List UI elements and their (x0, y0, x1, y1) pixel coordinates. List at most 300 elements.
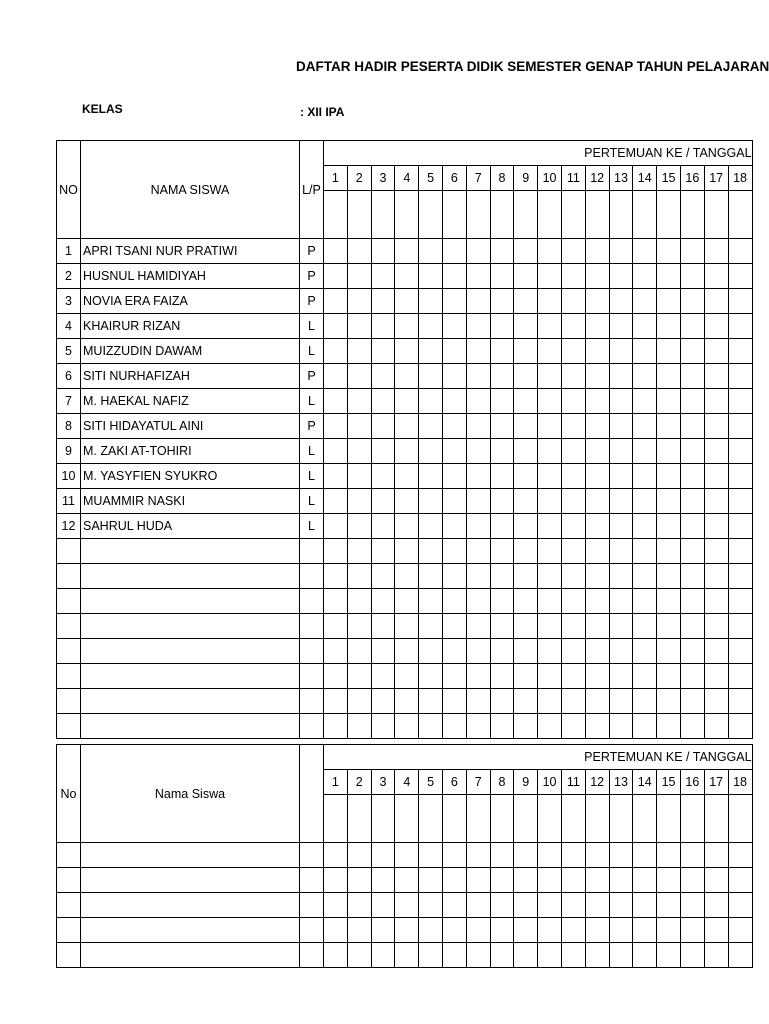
attendance-cell[interactable] (514, 439, 538, 464)
attendance-cell[interactable] (395, 868, 419, 893)
attendance-cell[interactable] (442, 664, 466, 689)
attendance-cell[interactable] (585, 843, 609, 868)
attendance-cell[interactable] (371, 918, 395, 943)
attendance-cell[interactable] (585, 414, 609, 439)
attendance-cell[interactable] (680, 614, 704, 639)
attendance-cell[interactable] (514, 239, 538, 264)
attendance-cell[interactable] (419, 439, 443, 464)
attendance-cell[interactable] (633, 893, 657, 918)
attendance-cell[interactable] (347, 918, 371, 943)
attendance-cell[interactable] (728, 664, 752, 689)
meeting-date-cell[interactable] (633, 795, 657, 843)
meeting-date-cell[interactable] (419, 191, 443, 239)
attendance-cell[interactable] (609, 868, 633, 893)
attendance-cell[interactable] (347, 564, 371, 589)
attendance-cell[interactable] (442, 364, 466, 389)
attendance-cell[interactable] (538, 614, 562, 639)
attendance-cell[interactable] (728, 339, 752, 364)
attendance-cell[interactable] (704, 614, 728, 639)
attendance-cell[interactable] (347, 264, 371, 289)
meeting-date-cell[interactable] (490, 191, 514, 239)
attendance-cell[interactable] (466, 239, 490, 264)
attendance-cell[interactable] (442, 389, 466, 414)
attendance-cell[interactable] (609, 589, 633, 614)
meeting-date-cell[interactable] (442, 191, 466, 239)
attendance-cell[interactable] (538, 918, 562, 943)
attendance-cell[interactable] (728, 489, 752, 514)
attendance-cell[interactable] (704, 664, 728, 689)
attendance-cell[interactable] (371, 414, 395, 439)
attendance-cell[interactable] (561, 289, 585, 314)
attendance-cell[interactable] (419, 589, 443, 614)
attendance-cell[interactable] (704, 843, 728, 868)
attendance-cell[interactable] (680, 589, 704, 614)
attendance-cell[interactable] (490, 239, 514, 264)
attendance-cell[interactable] (657, 589, 681, 614)
attendance-cell[interactable] (371, 389, 395, 414)
attendance-cell[interactable] (680, 264, 704, 289)
attendance-cell[interactable] (466, 893, 490, 918)
attendance-cell[interactable] (490, 364, 514, 389)
attendance-cell[interactable] (609, 289, 633, 314)
attendance-cell[interactable] (371, 664, 395, 689)
attendance-cell[interactable] (538, 339, 562, 364)
attendance-cell[interactable] (419, 564, 443, 589)
attendance-cell[interactable] (514, 843, 538, 868)
attendance-cell[interactable] (324, 589, 348, 614)
attendance-cell[interactable] (514, 639, 538, 664)
attendance-cell[interactable] (680, 489, 704, 514)
attendance-cell[interactable] (466, 314, 490, 339)
attendance-cell[interactable] (538, 489, 562, 514)
attendance-cell[interactable] (561, 239, 585, 264)
attendance-cell[interactable] (728, 843, 752, 868)
attendance-cell[interactable] (347, 414, 371, 439)
attendance-cell[interactable] (538, 893, 562, 918)
attendance-cell[interactable] (633, 439, 657, 464)
attendance-cell[interactable] (561, 689, 585, 714)
attendance-cell[interactable] (704, 918, 728, 943)
attendance-cell[interactable] (419, 918, 443, 943)
attendance-cell[interactable] (633, 589, 657, 614)
attendance-cell[interactable] (704, 414, 728, 439)
attendance-cell[interactable] (633, 489, 657, 514)
attendance-cell[interactable] (561, 893, 585, 918)
meeting-date-cell[interactable] (728, 795, 752, 843)
attendance-cell[interactable] (466, 943, 490, 968)
attendance-cell[interactable] (419, 868, 443, 893)
attendance-cell[interactable] (347, 689, 371, 714)
attendance-cell[interactable] (585, 589, 609, 614)
attendance-cell[interactable] (395, 664, 419, 689)
attendance-cell[interactable] (324, 639, 348, 664)
attendance-cell[interactable] (633, 614, 657, 639)
attendance-cell[interactable] (538, 868, 562, 893)
attendance-cell[interactable] (704, 264, 728, 289)
attendance-cell[interactable] (514, 264, 538, 289)
attendance-cell[interactable] (680, 414, 704, 439)
attendance-cell[interactable] (680, 239, 704, 264)
attendance-cell[interactable] (585, 868, 609, 893)
meeting-date-cell[interactable] (657, 795, 681, 843)
attendance-cell[interactable] (657, 664, 681, 689)
attendance-cell[interactable] (680, 639, 704, 664)
attendance-cell[interactable] (680, 289, 704, 314)
meeting-date-cell[interactable] (728, 191, 752, 239)
attendance-cell[interactable] (466, 664, 490, 689)
meeting-date-cell[interactable] (585, 191, 609, 239)
attendance-cell[interactable] (704, 639, 728, 664)
attendance-cell[interactable] (466, 589, 490, 614)
attendance-cell[interactable] (466, 464, 490, 489)
attendance-cell[interactable] (585, 564, 609, 589)
attendance-cell[interactable] (442, 893, 466, 918)
attendance-cell[interactable] (490, 464, 514, 489)
attendance-cell[interactable] (680, 868, 704, 893)
attendance-cell[interactable] (395, 918, 419, 943)
attendance-cell[interactable] (419, 714, 443, 739)
attendance-cell[interactable] (442, 414, 466, 439)
attendance-cell[interactable] (585, 489, 609, 514)
attendance-cell[interactable] (657, 439, 681, 464)
attendance-cell[interactable] (633, 539, 657, 564)
attendance-cell[interactable] (728, 239, 752, 264)
attendance-cell[interactable] (395, 264, 419, 289)
attendance-cell[interactable] (466, 364, 490, 389)
attendance-cell[interactable] (704, 314, 728, 339)
attendance-cell[interactable] (680, 539, 704, 564)
attendance-cell[interactable] (324, 893, 348, 918)
attendance-cell[interactable] (657, 614, 681, 639)
attendance-cell[interactable] (609, 689, 633, 714)
attendance-cell[interactable] (514, 589, 538, 614)
attendance-cell[interactable] (395, 489, 419, 514)
attendance-cell[interactable] (633, 714, 657, 739)
attendance-cell[interactable] (538, 564, 562, 589)
attendance-cell[interactable] (561, 389, 585, 414)
attendance-cell[interactable] (466, 489, 490, 514)
attendance-cell[interactable] (633, 918, 657, 943)
attendance-cell[interactable] (347, 439, 371, 464)
attendance-cell[interactable] (728, 389, 752, 414)
attendance-cell[interactable] (657, 918, 681, 943)
attendance-cell[interactable] (609, 614, 633, 639)
attendance-cell[interactable] (538, 464, 562, 489)
attendance-cell[interactable] (371, 314, 395, 339)
attendance-cell[interactable] (395, 439, 419, 464)
attendance-cell[interactable] (561, 614, 585, 639)
attendance-cell[interactable] (347, 464, 371, 489)
attendance-cell[interactable] (490, 439, 514, 464)
attendance-cell[interactable] (538, 364, 562, 389)
attendance-cell[interactable] (442, 589, 466, 614)
meeting-date-cell[interactable] (538, 795, 562, 843)
attendance-cell[interactable] (585, 339, 609, 364)
attendance-cell[interactable] (585, 314, 609, 339)
attendance-cell[interactable] (419, 389, 443, 414)
attendance-cell[interactable] (442, 314, 466, 339)
attendance-cell[interactable] (633, 289, 657, 314)
attendance-cell[interactable] (728, 314, 752, 339)
attendance-cell[interactable] (490, 589, 514, 614)
attendance-cell[interactable] (395, 239, 419, 264)
attendance-cell[interactable] (728, 414, 752, 439)
attendance-cell[interactable] (609, 339, 633, 364)
meeting-date-cell[interactable] (561, 191, 585, 239)
attendance-cell[interactable] (704, 868, 728, 893)
attendance-cell[interactable] (395, 339, 419, 364)
attendance-cell[interactable] (609, 364, 633, 389)
meeting-date-cell[interactable] (466, 795, 490, 843)
attendance-cell[interactable] (561, 843, 585, 868)
attendance-cell[interactable] (371, 868, 395, 893)
meeting-date-cell[interactable] (466, 191, 490, 239)
attendance-cell[interactable] (490, 539, 514, 564)
attendance-cell[interactable] (490, 339, 514, 364)
attendance-cell[interactable] (561, 414, 585, 439)
attendance-cell[interactable] (657, 339, 681, 364)
attendance-cell[interactable] (561, 564, 585, 589)
attendance-cell[interactable] (538, 589, 562, 614)
attendance-cell[interactable] (633, 943, 657, 968)
attendance-cell[interactable] (419, 464, 443, 489)
attendance-cell[interactable] (347, 843, 371, 868)
attendance-cell[interactable] (419, 539, 443, 564)
attendance-cell[interactable] (561, 264, 585, 289)
attendance-cell[interactable] (466, 614, 490, 639)
attendance-cell[interactable] (395, 639, 419, 664)
attendance-cell[interactable] (728, 514, 752, 539)
attendance-cell[interactable] (395, 314, 419, 339)
attendance-cell[interactable] (442, 339, 466, 364)
attendance-cell[interactable] (490, 868, 514, 893)
attendance-cell[interactable] (657, 289, 681, 314)
attendance-cell[interactable] (585, 364, 609, 389)
meeting-date-cell[interactable] (419, 795, 443, 843)
attendance-cell[interactable] (585, 289, 609, 314)
meeting-date-cell[interactable] (609, 795, 633, 843)
attendance-cell[interactable] (395, 893, 419, 918)
attendance-cell[interactable] (419, 843, 443, 868)
attendance-cell[interactable] (324, 714, 348, 739)
attendance-cell[interactable] (538, 314, 562, 339)
meeting-date-cell[interactable] (538, 191, 562, 239)
attendance-cell[interactable] (347, 489, 371, 514)
attendance-cell[interactable] (371, 289, 395, 314)
attendance-cell[interactable] (633, 868, 657, 893)
attendance-cell[interactable] (442, 264, 466, 289)
attendance-cell[interactable] (442, 614, 466, 639)
attendance-cell[interactable] (395, 943, 419, 968)
attendance-cell[interactable] (728, 639, 752, 664)
attendance-cell[interactable] (324, 239, 348, 264)
meeting-date-cell[interactable] (490, 795, 514, 843)
attendance-cell[interactable] (538, 714, 562, 739)
attendance-cell[interactable] (704, 714, 728, 739)
attendance-cell[interactable] (561, 514, 585, 539)
attendance-cell[interactable] (704, 389, 728, 414)
attendance-cell[interactable] (442, 943, 466, 968)
attendance-cell[interactable] (657, 489, 681, 514)
attendance-cell[interactable] (466, 868, 490, 893)
attendance-cell[interactable] (728, 439, 752, 464)
attendance-cell[interactable] (514, 314, 538, 339)
attendance-cell[interactable] (514, 389, 538, 414)
attendance-cell[interactable] (466, 264, 490, 289)
attendance-cell[interactable] (609, 414, 633, 439)
attendance-cell[interactable] (347, 314, 371, 339)
attendance-cell[interactable] (324, 489, 348, 514)
attendance-cell[interactable] (538, 514, 562, 539)
attendance-cell[interactable] (538, 689, 562, 714)
attendance-cell[interactable] (442, 689, 466, 714)
attendance-cell[interactable] (680, 918, 704, 943)
attendance-cell[interactable] (657, 314, 681, 339)
attendance-cell[interactable] (466, 289, 490, 314)
attendance-cell[interactable] (347, 589, 371, 614)
attendance-cell[interactable] (419, 239, 443, 264)
attendance-cell[interactable] (704, 943, 728, 968)
attendance-cell[interactable] (395, 514, 419, 539)
attendance-cell[interactable] (466, 389, 490, 414)
attendance-cell[interactable] (514, 664, 538, 689)
attendance-cell[interactable] (704, 514, 728, 539)
attendance-cell[interactable] (538, 539, 562, 564)
attendance-cell[interactable] (609, 664, 633, 689)
attendance-cell[interactable] (633, 639, 657, 664)
attendance-cell[interactable] (371, 614, 395, 639)
attendance-cell[interactable] (728, 714, 752, 739)
attendance-cell[interactable] (442, 239, 466, 264)
meeting-date-cell[interactable] (561, 795, 585, 843)
attendance-cell[interactable] (395, 539, 419, 564)
attendance-cell[interactable] (728, 564, 752, 589)
attendance-cell[interactable] (419, 514, 443, 539)
attendance-cell[interactable] (347, 539, 371, 564)
attendance-cell[interactable] (466, 639, 490, 664)
attendance-cell[interactable] (633, 564, 657, 589)
attendance-cell[interactable] (371, 464, 395, 489)
meeting-date-cell[interactable] (633, 191, 657, 239)
attendance-cell[interactable] (657, 639, 681, 664)
attendance-cell[interactable] (514, 514, 538, 539)
attendance-cell[interactable] (514, 564, 538, 589)
attendance-cell[interactable] (609, 489, 633, 514)
attendance-cell[interactable] (371, 843, 395, 868)
attendance-cell[interactable] (347, 239, 371, 264)
attendance-cell[interactable] (609, 893, 633, 918)
attendance-cell[interactable] (514, 414, 538, 439)
attendance-cell[interactable] (680, 714, 704, 739)
attendance-cell[interactable] (324, 289, 348, 314)
attendance-cell[interactable] (585, 239, 609, 264)
attendance-cell[interactable] (514, 918, 538, 943)
attendance-cell[interactable] (609, 389, 633, 414)
attendance-cell[interactable] (419, 314, 443, 339)
attendance-cell[interactable] (633, 239, 657, 264)
attendance-cell[interactable] (561, 868, 585, 893)
attendance-cell[interactable] (466, 564, 490, 589)
attendance-cell[interactable] (728, 289, 752, 314)
attendance-cell[interactable] (561, 943, 585, 968)
attendance-cell[interactable] (585, 539, 609, 564)
attendance-cell[interactable] (704, 489, 728, 514)
attendance-cell[interactable] (490, 943, 514, 968)
attendance-cell[interactable] (466, 918, 490, 943)
attendance-cell[interactable] (609, 564, 633, 589)
attendance-cell[interactable] (347, 943, 371, 968)
attendance-cell[interactable] (704, 364, 728, 389)
attendance-cell[interactable] (680, 843, 704, 868)
attendance-cell[interactable] (371, 714, 395, 739)
attendance-cell[interactable] (324, 689, 348, 714)
attendance-cell[interactable] (371, 339, 395, 364)
attendance-cell[interactable] (419, 364, 443, 389)
attendance-cell[interactable] (561, 489, 585, 514)
attendance-cell[interactable] (585, 614, 609, 639)
attendance-cell[interactable] (371, 514, 395, 539)
attendance-cell[interactable] (324, 868, 348, 893)
attendance-cell[interactable] (538, 389, 562, 414)
attendance-cell[interactable] (419, 639, 443, 664)
attendance-cell[interactable] (585, 918, 609, 943)
attendance-cell[interactable] (680, 689, 704, 714)
attendance-cell[interactable] (657, 264, 681, 289)
meeting-date-cell[interactable] (371, 191, 395, 239)
attendance-cell[interactable] (609, 539, 633, 564)
attendance-cell[interactable] (538, 239, 562, 264)
attendance-cell[interactable] (704, 539, 728, 564)
attendance-cell[interactable] (466, 514, 490, 539)
attendance-cell[interactable] (561, 639, 585, 664)
attendance-cell[interactable] (585, 389, 609, 414)
attendance-cell[interactable] (561, 364, 585, 389)
attendance-cell[interactable] (585, 439, 609, 464)
attendance-cell[interactable] (609, 464, 633, 489)
attendance-cell[interactable] (490, 664, 514, 689)
attendance-cell[interactable] (633, 314, 657, 339)
meeting-date-cell[interactable] (514, 795, 538, 843)
attendance-cell[interactable] (371, 943, 395, 968)
attendance-cell[interactable] (633, 514, 657, 539)
attendance-cell[interactable] (728, 868, 752, 893)
attendance-cell[interactable] (538, 664, 562, 689)
attendance-cell[interactable] (561, 464, 585, 489)
attendance-cell[interactable] (538, 289, 562, 314)
attendance-cell[interactable] (633, 664, 657, 689)
attendance-cell[interactable] (657, 514, 681, 539)
attendance-cell[interactable] (490, 893, 514, 918)
attendance-cell[interactable] (633, 414, 657, 439)
attendance-cell[interactable] (419, 489, 443, 514)
attendance-cell[interactable] (538, 414, 562, 439)
attendance-cell[interactable] (466, 843, 490, 868)
attendance-cell[interactable] (585, 264, 609, 289)
meeting-date-cell[interactable] (585, 795, 609, 843)
attendance-cell[interactable] (514, 689, 538, 714)
attendance-cell[interactable] (442, 868, 466, 893)
attendance-cell[interactable] (442, 464, 466, 489)
attendance-cell[interactable] (442, 439, 466, 464)
attendance-cell[interactable] (371, 264, 395, 289)
attendance-cell[interactable] (490, 843, 514, 868)
attendance-cell[interactable] (324, 339, 348, 364)
attendance-cell[interactable] (514, 943, 538, 968)
attendance-cell[interactable] (442, 289, 466, 314)
attendance-cell[interactable] (324, 264, 348, 289)
attendance-cell[interactable] (371, 364, 395, 389)
attendance-cell[interactable] (419, 689, 443, 714)
